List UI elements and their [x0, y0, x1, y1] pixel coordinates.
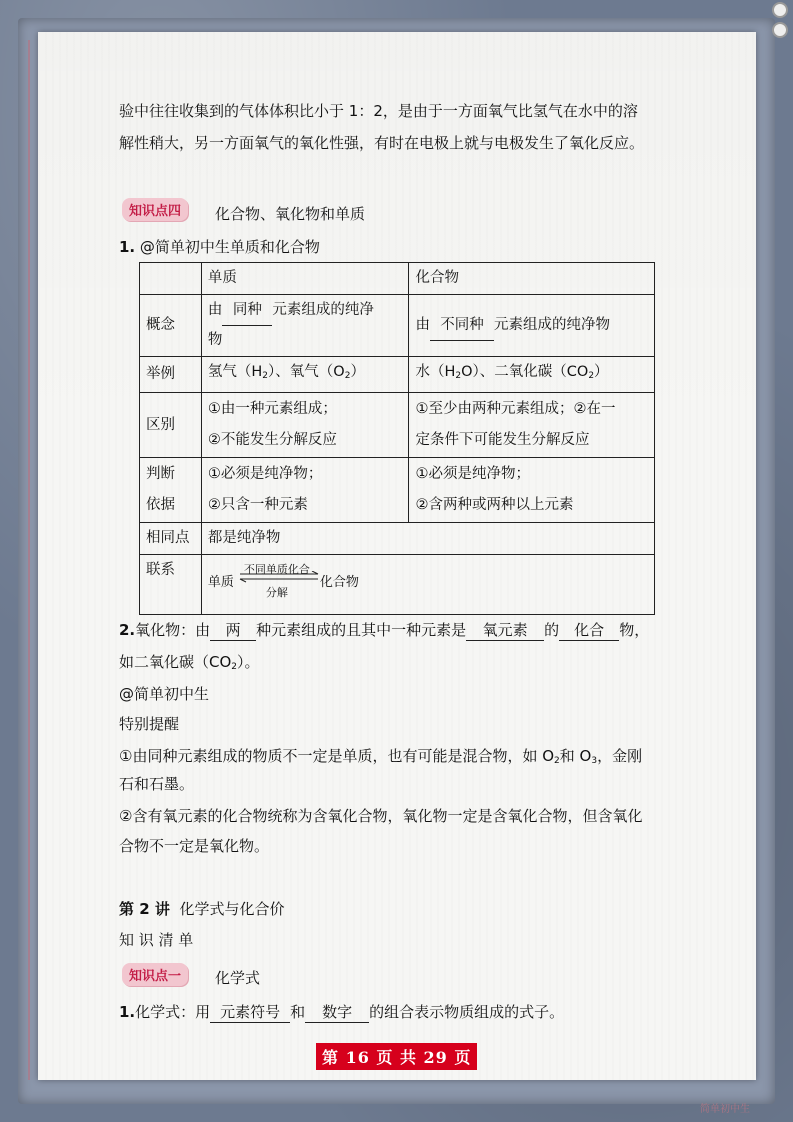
tip-line: 石和石墨。: [119, 775, 195, 793]
answer-blank: 同种: [222, 296, 272, 326]
table-cell: 由 同种 元素组成的纯净 物: [201, 295, 409, 357]
answer-blank: 不同种: [430, 311, 494, 341]
margin-line: [28, 40, 30, 1080]
comparison-table: [139, 262, 655, 615]
table-header: 单质: [201, 263, 409, 295]
paragraph-line: 解性稍大，另一方面氧气的氧化性强，有时在电极上就与电极发生了氧化反应。: [119, 134, 645, 152]
pin-icon: [772, 22, 788, 38]
tip-line: 合物不一定是氧化物。: [119, 837, 270, 855]
table-row: [140, 357, 655, 393]
table-cell: ①由一种元素组成； ②不能发生分解反应: [201, 393, 409, 458]
lecture-heading: 第 2 讲 化学式与化合价: [119, 900, 285, 918]
table-cell: ①必须是纯净物； ②只含一种元素: [201, 458, 409, 523]
row-label: 联系: [140, 555, 202, 615]
table-row: [140, 295, 655, 357]
section-title: 化学式: [215, 969, 261, 987]
tip-title: 特别提醒: [119, 715, 180, 733]
item-text: @简单初中生单质和化合物: [139, 238, 320, 256]
page-number: 第 16 页 共 29 页: [316, 1043, 477, 1070]
reaction-diagram: 单质 不同单质化合 分解 化合物: [207, 563, 359, 599]
table-cell: 水$(H_2O)$、二氧化碳$(CO_2)$: [409, 357, 655, 393]
formula-definition: 1.化学式：用 元素符号 和 数字 的组合表示物质组成的式子。: [119, 1003, 565, 1021]
tip-line: ①由同种元素组成的物质不一定是单质，也有可能是混合物，如 $O_2$和 $O_3$，金刚: [119, 747, 643, 766]
table-cell: 由 不同种 元素组成的纯净物: [409, 295, 655, 357]
table-row: [140, 263, 655, 295]
lecture-subtitle: 知 识 清 单: [119, 931, 194, 949]
table-row: [140, 458, 655, 523]
item-number: 1.: [119, 238, 136, 256]
item-heading: [119, 237, 320, 257]
knowledge-point-badge: 知识点一: [122, 963, 188, 986]
answer-blank: 元素符号: [210, 1002, 290, 1023]
table-header: 化合物: [409, 263, 655, 295]
corner-watermark: 简单初中生: [700, 1104, 750, 1115]
table-row: [140, 523, 655, 555]
row-label: 举例: [140, 357, 202, 393]
answer-blank: 数字: [305, 1002, 369, 1023]
table-cell: 氢气$(H_2)$、氧气$(O_2)$: [201, 357, 409, 393]
answer-blank: 化合: [559, 620, 619, 641]
table-cell: ①必须是纯净物； ②含两种或两种以上元素: [409, 458, 655, 523]
oxide-example: 如二氧化碳$(CO_2)$。: [119, 653, 260, 672]
tip-line: ②含有氧元素的化合物统称为含氧化合物，氧化物一定是含氧化合物，但含氧化: [119, 807, 643, 825]
oxide-definition: 2.氧化物：由 两 种元素组成的且其中一种元素是 氧元素 的 化合 物，: [119, 621, 650, 639]
row-label: 区别: [140, 393, 202, 458]
row-label: 概念: [140, 295, 202, 357]
table-row: [140, 393, 655, 458]
table-row: [140, 555, 655, 615]
paragraph-line: 验中往往收集到的气体体积比小于 1：2，是由于一方面氧气比氢气在水中的溶: [119, 102, 638, 120]
table-cell: ①至少由两种元素组成；②在一 定条件下可能发生分解反应: [409, 393, 655, 458]
row-label: 相同点: [140, 523, 202, 555]
row-label: 判断 依据: [140, 458, 202, 523]
pin-icon: [772, 2, 788, 18]
watermark-text: @简单初中生: [119, 685, 210, 703]
answer-blank: 两: [210, 620, 256, 641]
section-title: 化合物、氧化物和单质: [215, 205, 366, 223]
knowledge-point-badge: 知识点四: [122, 198, 188, 221]
answer-blank: 氧元素: [466, 620, 544, 641]
table-cell: [201, 555, 654, 615]
table-cell: 都是纯净物: [201, 523, 654, 555]
